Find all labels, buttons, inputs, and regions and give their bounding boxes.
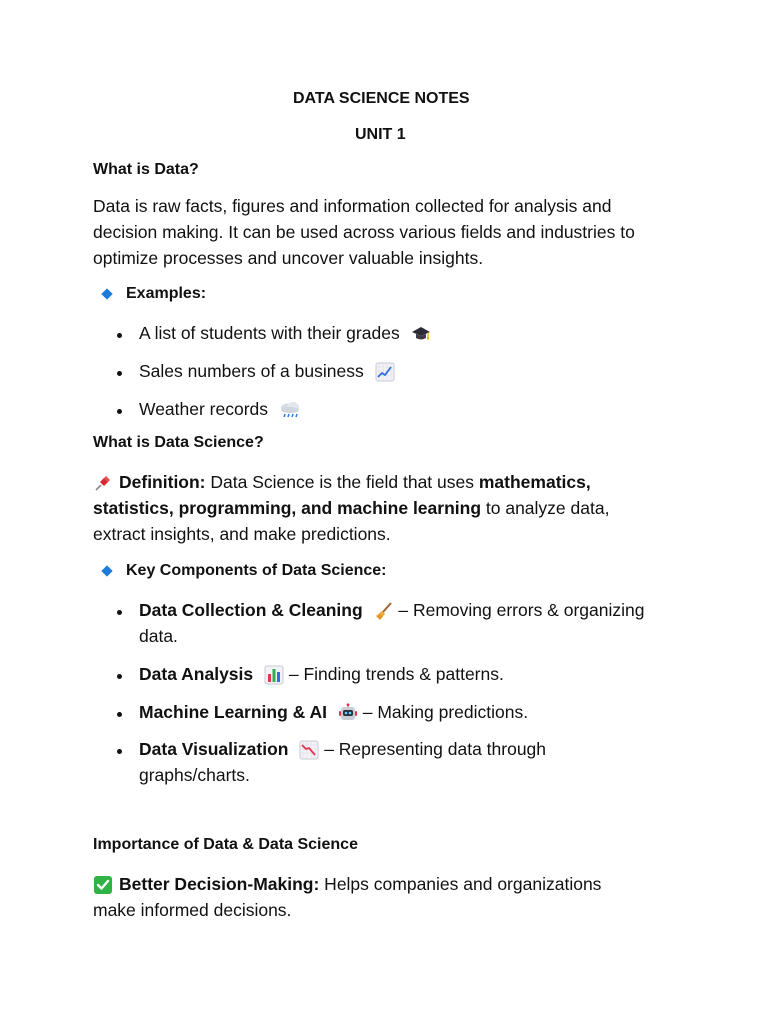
- list-item-text: A list of students with their grades: [139, 323, 400, 343]
- list-item: [139, 597, 644, 623]
- robot-icon: [338, 703, 358, 723]
- component-description: – Making predictions.: [357, 702, 529, 722]
- importance-line-1: [93, 871, 601, 897]
- bar-chart-icon: [264, 665, 284, 685]
- heading-what-is-data: What is Data?: [93, 161, 199, 178]
- list-item: [139, 736, 546, 762]
- heading-importance: Importance of Data & Data Science: [93, 836, 358, 853]
- list-item: [139, 358, 395, 384]
- definition-label: Definition:: [119, 472, 206, 492]
- component-description: – Finding trends & patterns.: [284, 664, 504, 684]
- pushpin-icon: [93, 473, 113, 493]
- component-description: – Removing errors & organizing: [393, 600, 645, 620]
- bullet-icon: [117, 674, 122, 679]
- definition-text: to analyze data,: [481, 498, 610, 518]
- graduation-cap-icon: [411, 324, 431, 344]
- component-name: Data Collection & Cleaning: [139, 600, 363, 620]
- importance-item-text: Helps companies and organizations: [319, 874, 602, 894]
- importance-line-2: make informed decisions.: [93, 900, 292, 920]
- list-item: [139, 320, 431, 346]
- list-item-continuation: data.: [139, 626, 178, 646]
- list-item: [139, 661, 504, 687]
- list-item-continuation: graphs/charts.: [139, 765, 250, 785]
- doc-title: DATA SCIENCE NOTES: [293, 90, 470, 107]
- chart-decreasing-icon: [299, 740, 319, 760]
- paragraph-line: decision making. It can be used across various fields and industries to: [93, 222, 635, 242]
- bullet-icon: [117, 333, 122, 338]
- heading-examples: Examples:: [126, 285, 207, 302]
- component-name: Machine Learning & AI: [139, 702, 327, 722]
- bullet-icon: [117, 409, 122, 414]
- list-item-text: Weather records: [139, 399, 269, 419]
- broom-icon: [374, 601, 394, 621]
- diamond-bullet-icon: [101, 288, 112, 299]
- list-item-text: Sales numbers of a business: [139, 361, 364, 381]
- list-item: [139, 396, 299, 422]
- definition-line-1: [93, 469, 591, 495]
- cloud-rain-icon: [279, 400, 299, 420]
- definition-bold-text: mathematics,: [478, 472, 591, 492]
- definition-line-3: extract insights, and make predictions.: [93, 524, 391, 544]
- paragraph-line: Data is raw facts, figures and information collected for analysis and: [93, 196, 612, 216]
- bullet-icon: [117, 610, 122, 615]
- bullet-icon: [117, 749, 122, 754]
- bullet-icon: [117, 712, 122, 717]
- diamond-bullet-icon: [101, 565, 112, 576]
- component-name: Data Analysis: [139, 664, 254, 684]
- heading-key-components: Key Components of Data Science:: [126, 562, 387, 579]
- heading-what-is-data-science: What is Data Science?: [93, 434, 264, 451]
- definition-text: Data Science is the field that uses: [205, 472, 479, 492]
- list-item: [139, 699, 528, 725]
- definition-line-2: [93, 495, 609, 521]
- bullet-icon: [117, 371, 122, 376]
- chart-increasing-icon: [375, 362, 395, 382]
- check-mark-button-icon: [93, 875, 113, 895]
- component-description: – Representing data through: [319, 739, 547, 759]
- paragraph-line: optimize processes and uncover valuable insights.: [93, 248, 484, 268]
- definition-bold-text: statistics, programming, and machine learning: [93, 498, 482, 518]
- importance-item-label: Better Decision-Making:: [119, 874, 320, 894]
- unit-label: UNIT 1: [355, 126, 406, 143]
- component-name: Data Visualization: [139, 739, 289, 759]
